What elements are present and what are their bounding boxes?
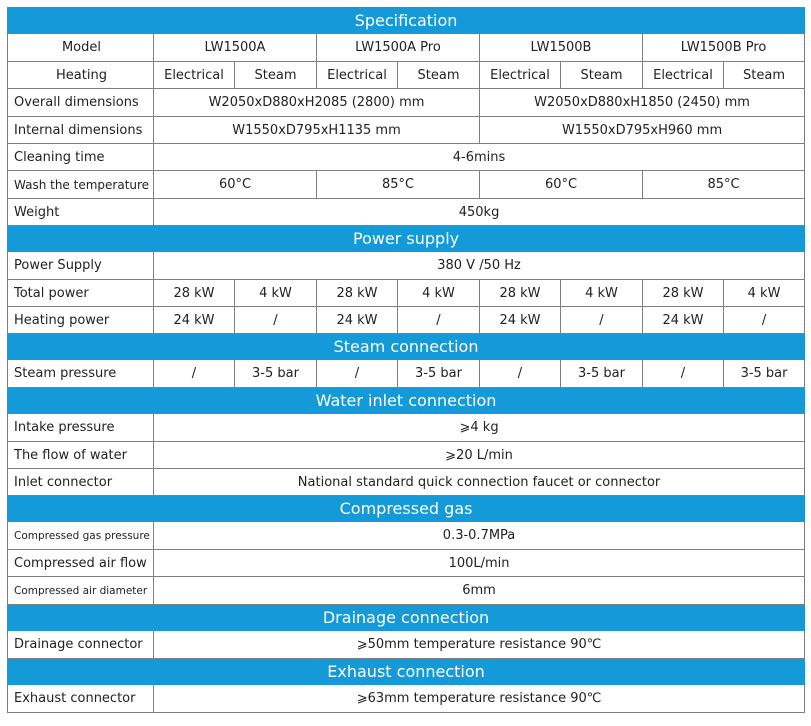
value-cell: W2050xD880xH2085 (2800) mm [154, 89, 480, 117]
value-cell: 28 kW [154, 280, 235, 307]
row-overall-dimensions [8, 89, 805, 117]
section-header-power-supply [8, 226, 805, 252]
value-cell: / [480, 360, 561, 388]
row-total-power [8, 280, 805, 307]
row-label: Exhaust connector [8, 685, 154, 713]
specification-table [7, 7, 805, 713]
section-title: Drainage connection [8, 605, 805, 631]
model-cell: LW1500B Pro [643, 34, 805, 62]
row-exhaust-connector [8, 685, 805, 713]
value-cell: 85°C [643, 171, 805, 199]
value-cell: / [561, 307, 643, 334]
heating-cell: Electrical [643, 62, 724, 89]
row-label: Overall dimensions [8, 89, 154, 117]
heating-cell: Steam [235, 62, 317, 89]
value-cell: 4 kW [561, 280, 643, 307]
value-cell: 85°C [317, 171, 480, 199]
value-cell: 3-5 bar [561, 360, 643, 388]
value-cell: 24 kW [154, 307, 235, 334]
value-cell: ⩾63mm temperature resistance 90℃ [154, 685, 805, 713]
row-flow-of-water [8, 442, 805, 469]
section-header-compressed-gas [8, 496, 805, 522]
row-label: Heating [8, 62, 154, 89]
value-cell: 4 kW [398, 280, 480, 307]
heating-cell: Electrical [480, 62, 561, 89]
value-cell: 28 kW [643, 280, 724, 307]
row-wash-temperature [8, 171, 805, 199]
value-cell: 380 V /50 Hz [154, 252, 805, 280]
row-label: Weight [8, 199, 154, 226]
value-cell: 24 kW [317, 307, 398, 334]
value-cell: W2050xD880xH1850 (2450) mm [480, 89, 805, 117]
section-title: Exhaust connection [8, 659, 805, 685]
value-cell: / [724, 307, 805, 334]
model-cell: LW1500A Pro [317, 34, 480, 62]
row-intake-pressure [8, 414, 805, 442]
value-cell: 6mm [154, 577, 805, 605]
value-cell: ⩾4 kg [154, 414, 805, 442]
heating-cell: Electrical [317, 62, 398, 89]
row-label: Cleaning time [8, 144, 154, 171]
row-label: Model [8, 34, 154, 62]
section-header-drainage [8, 605, 805, 631]
value-cell: 60°C [480, 171, 643, 199]
row-label: Heating power [8, 307, 154, 334]
section-header-exhaust [8, 659, 805, 685]
row-label: Drainage connector [8, 631, 154, 659]
heating-cell: Steam [398, 62, 480, 89]
section-title: Compressed gas [8, 496, 805, 522]
value-cell: / [317, 360, 398, 388]
row-weight [8, 199, 805, 226]
value-cell: 3-5 bar [724, 360, 805, 388]
value-cell: ⩾50mm temperature resistance 90℃ [154, 631, 805, 659]
heating-cell: Electrical [154, 62, 235, 89]
row-label: Intake pressure [8, 414, 154, 442]
section-header-steam-connection [8, 334, 805, 360]
heating-cell: Steam [724, 62, 805, 89]
value-cell: / [235, 307, 317, 334]
value-cell: 3-5 bar [398, 360, 480, 388]
value-cell: National standard quick connection faucet or connector [154, 469, 805, 496]
row-power-supply [8, 252, 805, 280]
section-title: Specification [8, 8, 805, 34]
value-cell: 24 kW [480, 307, 561, 334]
row-label: Inlet connector [8, 469, 154, 496]
value-cell: 4 kW [724, 280, 805, 307]
row-cleaning-time [8, 144, 805, 171]
section-header-water-inlet [8, 388, 805, 414]
section-title: Water inlet connection [8, 388, 805, 414]
value-cell: 4 kW [235, 280, 317, 307]
value-cell: 0.3-0.7MPa [154, 522, 805, 550]
row-label: Steam pressure [8, 360, 154, 388]
section-header-specification [8, 8, 805, 34]
row-label: Compressed air diameter [8, 577, 154, 605]
value-cell: 28 kW [317, 280, 398, 307]
row-label: Wash the temperature [8, 171, 154, 199]
row-compressed-gas-pressure [8, 522, 805, 550]
row-heating-power [8, 307, 805, 334]
section-title: Steam connection [8, 334, 805, 360]
model-cell: LW1500A [154, 34, 317, 62]
value-cell: / [643, 360, 724, 388]
row-steam-pressure [8, 360, 805, 388]
value-cell: 24 kW [643, 307, 724, 334]
row-label: The flow of water [8, 442, 154, 469]
value-cell: W1550xD795xH960 mm [480, 117, 805, 144]
value-cell: 100L/min [154, 550, 805, 577]
model-cell: LW1500B [480, 34, 643, 62]
section-title: Power supply [8, 226, 805, 252]
value-cell: 60°C [154, 171, 317, 199]
row-label: Power Supply [8, 252, 154, 280]
value-cell: W1550xD795xH1135 mm [154, 117, 480, 144]
row-label: Compressed air flow [8, 550, 154, 577]
heating-cell: Steam [561, 62, 643, 89]
row-label: Total power [8, 280, 154, 307]
row-model [8, 34, 805, 62]
row-label: Internal dimensions [8, 117, 154, 144]
value-cell: ⩾20 L/min [154, 442, 805, 469]
value-cell: 450kg [154, 199, 805, 226]
value-cell: 4-6mins [154, 144, 805, 171]
value-cell: / [154, 360, 235, 388]
row-label: Compressed gas pressure [8, 522, 154, 550]
row-drainage-connector [8, 631, 805, 659]
row-compressed-air-diameter [8, 577, 805, 605]
row-inlet-connector [8, 469, 805, 496]
row-heating [8, 62, 805, 89]
value-cell: 28 kW [480, 280, 561, 307]
row-compressed-air-flow [8, 550, 805, 577]
value-cell: 3-5 bar [235, 360, 317, 388]
row-internal-dimensions [8, 117, 805, 144]
value-cell: / [398, 307, 480, 334]
